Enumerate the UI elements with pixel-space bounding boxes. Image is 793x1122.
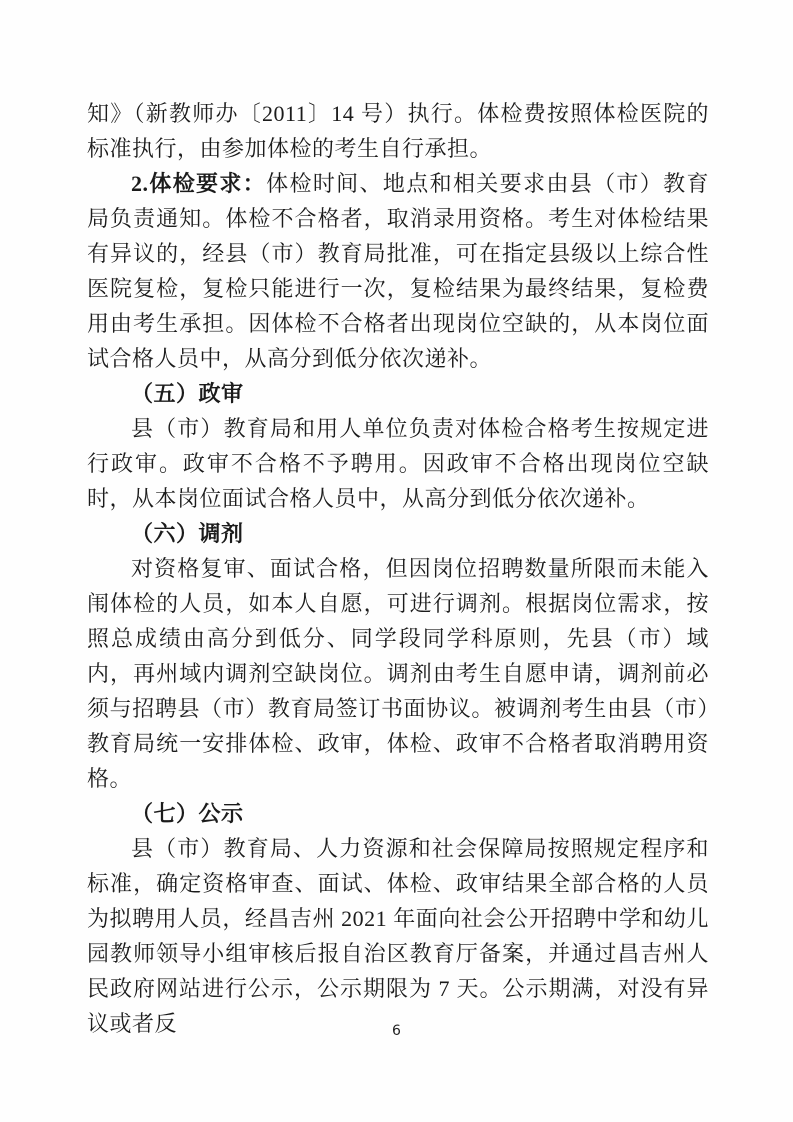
document-body [87, 96, 709, 1041]
page-number: 6 [392, 1023, 401, 1039]
section-heading-public-notice: （七）公示 [131, 801, 244, 826]
paragraph-political-review: 县（市）教育局和用人单位负责对体检合格考生按规定进行政审。政审不合格不予聘用。因政审不合格出现岗位空缺时，从本岗位面试合格人员中，从高分到低分依次递补。 [87, 416, 709, 511]
paragraph-bold-lead: 2.体检要求： [131, 171, 267, 196]
paragraph-medical-exam-fee-continuation: 知》（新教师办〔2011〕14 号）执行。体检费按照体检医院的标准执行，由参加体检的考生自行承担。 [87, 101, 709, 161]
section-heading-political-review: （五）政审 [131, 381, 244, 406]
section-heading-adjustment: （六）调剂 [131, 521, 244, 546]
paragraph-public-notice: 县（市）教育局、人力资源和社会保障局按照规定程序和标准，确定资格审查、面试、体检、政审结果全部合格的人员为拟聘用人员，经昌吉州 2021 年面向社会公开招聘中学和幼儿园教师领导小组审核后报自治区教育厅备案，并通过昌吉州人民政府网站进行公示，公示期限为 7 天。公示期满，对没有异议或者反 [87, 836, 709, 1036]
paragraph-adjustment: 对资格复审、面试合格，但因岗位招聘数量所限而未能入闱体检的人员，如本人自愿，可进行调剂。根据岗位需求，按照总成绩由高分到低分、同学段同学科原则，先县（市）域内，再州域内调剂空缺岗位。调剂由考生自愿申请，调剂前必须与招聘县（市）教育局签订书面协议。被调剂考生由县（市）教育局统一安排体检、政审，体检、政审不合格者取消聘用资格。 [87, 556, 709, 791]
paragraph-body-text: 体检时间、地点和相关要求由县（市）教育局负责通知。体检不合格者，取消录用资格。考生对体检结果有异议的，经县（市）教育局批准，可在指定县级以上综合性医院复检，复检只能进行一次，复检结果为最终结果，复检费用由考生承担。因体检不合格者出现岗位空缺的，从本岗位面试合格人员中，从高分到低分依次递补。 [87, 171, 709, 371]
paragraph-medical-exam-requirements [87, 166, 709, 376]
